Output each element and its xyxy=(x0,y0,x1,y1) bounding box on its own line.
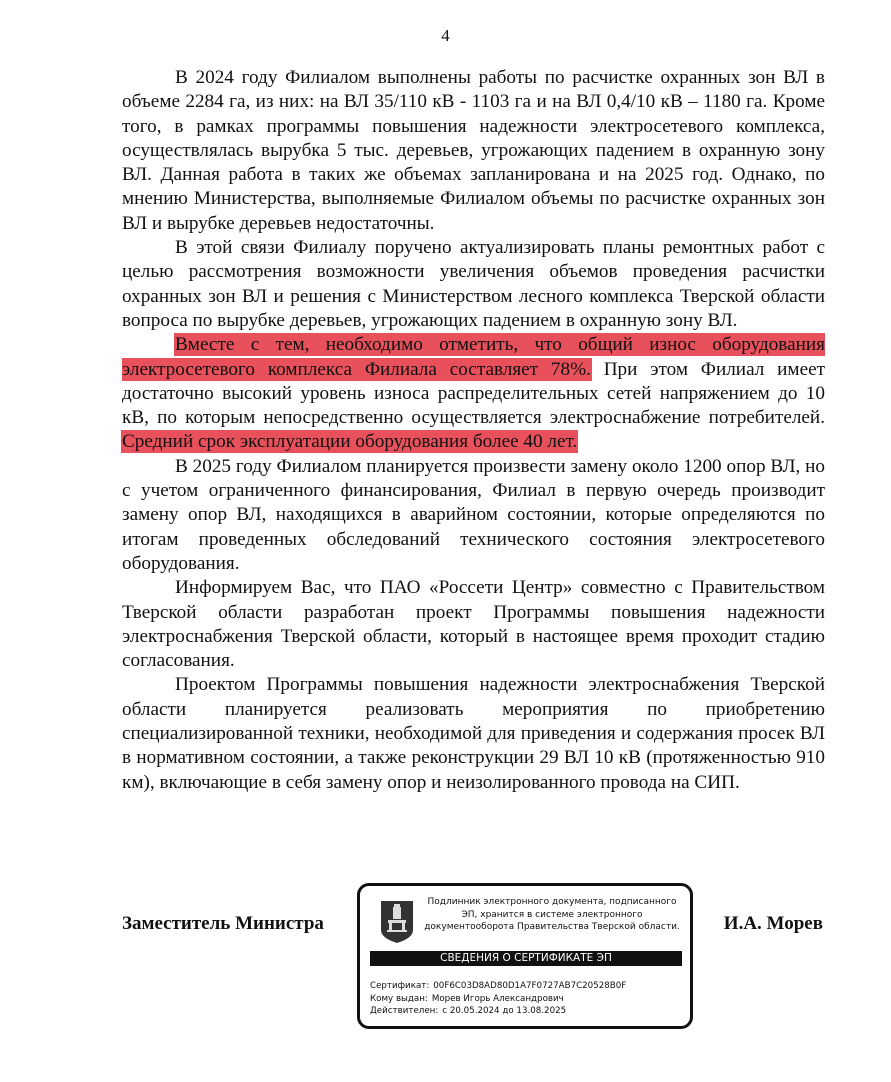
certificate-value: 00F6C03D8AD80D1A7F0727AB7C20528B0F xyxy=(433,981,627,991)
coat-of-arms-icon xyxy=(380,900,414,944)
paragraph-program-measures: Проектом Программы повышения надежности электроснабжения Тверской области планируется реализовать мероприятия по приобретению специализированной техники, необходимой для приведения и содержания просек ВЛ в нормативном состоянии, а также реконструкции 29 ВЛ 10 кВ (протяженностью 910 км), включающие в себя замену опор и неизолированного провода на СИП. xyxy=(122,674,825,793)
certificate-details xyxy=(370,980,626,1018)
letter-body xyxy=(122,66,825,795)
paragraph-clearing: В 2024 году Филиалом выполнены работы по расчистке охранных зон ВЛ в объеме 2284 га, из них: на ВЛ 35/110 кВ - 1103 га и на ВЛ 0,4/10 кВ – 1180 га. Кроме того, в рамках программы повышения надежности электросетевого комплекса, осуществлялась вырубка 5 тыс. деревьев, угрожающих падением в охранную зону ВЛ. Данная работа в таких же объемах запланирована и на 2025 год. Однако, по мнению Министерства, выполняемые Филиалом объемы по расчистке охранных зон ВЛ и вырубке деревьев недостаточны. xyxy=(122,67,825,234)
highlight-wear-78: Вместе с тем, необходимо отметить, что общий износ оборудования электросетевого комплекса Филиала составляет 78%. xyxy=(122,334,825,380)
valid-label: Действителен: xyxy=(370,1006,439,1016)
page-number: 4 xyxy=(441,26,450,45)
signatory-name: И.А. Морев xyxy=(723,913,823,934)
valid-value: с 20.05.2024 до 13.08.2025 xyxy=(442,1006,567,1016)
issued-to-value: Морев Игорь Александрович xyxy=(431,993,564,1004)
paragraph-poles-replacement: В 2025 году Филиалом планируется произвести замену около 1200 опор ВЛ, но с учетом ограниченного финансирования, Филиал в первую очередь производит замену опор ВЛ, находящихся в аварийном состоянии, которые определяются по итогам проведенных обследований технического состояния электросетевого оборудования. xyxy=(122,455,825,574)
paragraph-instructions: В этой связи Филиалу поручено актуализировать планы ремонтных работ с целью рассмотрения возможности увеличения объемов проведения расчистки охранных зон ВЛ и решения с Министерством лесного комплекса Тверской области вопроса по вырубке деревьев, угрожающих падением в охранную зону ВЛ. xyxy=(122,237,825,331)
issued-to-label: Кому выдан: xyxy=(370,993,428,1004)
paragraph-wear xyxy=(122,333,825,454)
wear-plain-text: При этом Филиал имеет достаточно высокий уровень износа распределительных сетей напряжением до 10 кВ, по которым непосредственно осуществляется электроснабжение потребителей. xyxy=(122,358,825,429)
paragraph-program-info: Информируем Вас, что ПАО «Россети Центр» совместно с Правительством Тверской области разработан проект Программы повышения надежности электроснабжения Тверской области, который в настоящее время проходит стадию согласования. xyxy=(122,577,825,672)
e-signature-stamp xyxy=(357,883,693,1029)
stamp-header-text: Подлинник электронного документа, подписанного ЭП, хранится в системе электронного документооборота Правительства Тверской области. xyxy=(424,897,680,932)
highlight-service-life: Средний срок эксплуатации оборудования более 40 лет. xyxy=(122,431,578,453)
signatory-position: Заместитель Министра xyxy=(122,913,324,934)
certificate-title-bar: СВЕДЕНИЯ О СЕРТИФИКАТЕ ЭП xyxy=(370,951,682,966)
certificate-label: Сертификат: xyxy=(370,981,430,991)
